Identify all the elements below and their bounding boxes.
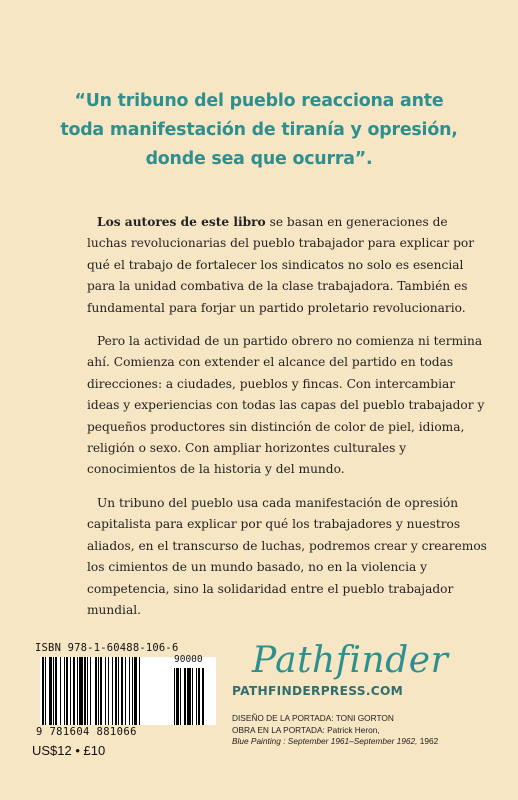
cover-credits [232,713,492,748]
barcode-stripe [121,657,123,725]
barcode-stripe [70,657,71,725]
ean-digits: 9 781604 881066 [36,726,137,738]
barcode-stripe [79,657,82,725]
barcode-block [32,642,220,766]
blurb-lead-bold: Los autores de este libro [97,215,266,229]
addon-digits: 90000 [174,654,203,665]
barcode-stripe [49,657,52,725]
barcode-stripe [108,657,109,725]
barcode-stripe [198,668,200,725]
barcode-stripe [95,657,97,725]
quote-line-3: donde sea que ocurra”. [145,149,373,169]
isbn-label: ISBN 978-1-60488-106-6 [35,642,179,654]
blurb-paragraph-1-text: se basan en generaciones de luchas revolucionarias del pueblo trabajador para explicar por qué el trabajo de fortalecer los sindicatos no solo es esencial para la unidad combativa de la clase trabajadora. También es fundamental para forjar un partido proletario revolucionario. [87,215,475,315]
blurb-paragraph-3: Un tribuno del pueblo usa cada manifestación de opresión capitalista para explicar por qué los trabajadores y nuestros aliados, en el transcurso de luchas, podremos crear y crearemos los cimientos de un mundo basado, no en la violencia y competencia, sino la solidaridad entre el pueblo trabajador mundial. [87,495,487,617]
barcode-stripe [60,657,61,725]
credit-artwork-title-line [232,736,492,748]
quote-line-1: “Un tribuno del pueblo reacciona ante [74,91,444,111]
barcode-stripe [112,657,113,725]
blurb [87,212,487,633]
barcode-stripe [77,657,78,725]
barcode-stripe [42,657,44,725]
pull-quote [40,87,478,174]
barcode-stripe [174,668,175,725]
credit-artwork: OBRA EN LA PORTADA: Patrick Heron, [232,724,380,735]
price: US$12 • £10 [32,743,106,758]
blurb-paragraph-1 [87,212,487,319]
barcode-stripe [180,668,181,725]
barcode-stripe [118,657,119,725]
barcode-stripe [73,657,75,725]
barcode-stripe [45,657,46,725]
barcode-stripe [192,668,193,725]
barcode-stripe [134,657,136,725]
quote-line-2: toda manifestación de tiranía y opresión, [60,120,458,140]
publisher-logo: Pathfinder [252,640,449,681]
barcode-stripe [64,657,65,725]
barcode-stripe [100,657,102,725]
barcode-stripe [139,657,140,725]
barcode-stripe [105,657,106,725]
barcode-stripe [129,657,130,725]
barcode-stripe [115,657,117,725]
barcode-stripe [176,668,178,725]
barcode-stripe [125,657,126,725]
barcode-stripe [202,668,204,725]
barcode-stripe [87,657,88,725]
barcode-stripe [55,657,57,725]
blurb-paragraph-2: Pero la actividad de un partido obrero no comienza ni termina ahí. Comienza con extender el alcance del partido en todas direcciones: a ciudades, pueblos y fincas. Con intercambiar ideas y experiencias con todas las capas del pueblo trabajador y pequeños productores sin distinción de color de piel, idioma, religión o sexo. Con ampliar horizontes culturales y conocimientos de la historia y del mundo. [87,334,485,477]
artwork-title: Blue Painting : September 1961–September 1962, [232,736,418,747]
barcode-stripe [187,668,191,725]
barcode-stripe [90,657,91,725]
barcode-stripe [84,657,86,725]
barcode-stripe [132,657,133,725]
barcode-stripe [98,657,99,725]
ean-barcode [40,657,216,725]
artwork-year: 1962 [417,736,439,747]
barcode-stripe [53,657,54,725]
barcode-stripe [184,668,186,725]
publisher-url[interactable]: PATHFINDERPRESS.COM [232,684,404,698]
barcode-stripe [196,668,197,725]
credit-design: DISEÑO DE LA PORTADA: TONI GORTON [232,713,394,723]
barcode-stripe [66,657,68,725]
